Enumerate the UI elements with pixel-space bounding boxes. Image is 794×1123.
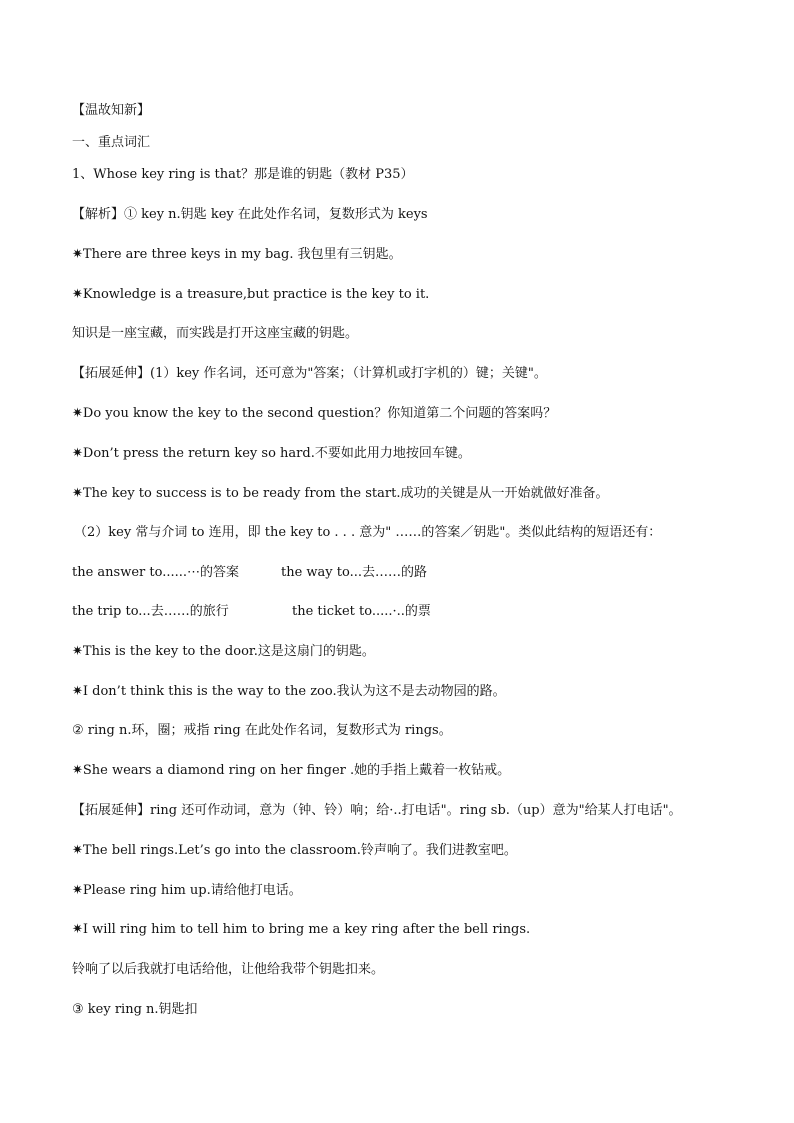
phrase-row: [72, 564, 762, 582]
phrase-item: the trip to...去……的旅行: [72, 604, 229, 619]
example-sentence: ✷Please ring him up.请给他打电话。: [72, 883, 302, 898]
example-sentence: ✷I don’t think this is the way to the zoo.我认为这不是去动物园的路。: [72, 684, 506, 699]
example-sentence: ✷This is the key to the door.这是这扇门的钥匙。: [72, 644, 375, 659]
analysis-key-definition: 【解析】① key n.钥匙 key 在此处作名词，复数形式为 keys: [72, 207, 428, 222]
extension-key-to-phrase: （2）key 常与介词 to 连用，即 the key to . . . 意为" ……的答案／钥匙"。类似此结构的短语还有：: [74, 525, 662, 540]
example-sentence: ✷Knowledge is a treasure,but practice is the key to it.: [72, 287, 430, 302]
example-sentence: ✷Don’t press the return key so hard.不要如此用力地按回车键。: [72, 446, 471, 461]
section-heading: 【温故知新】: [72, 103, 151, 118]
vocabulary-section-title: 一、重点词汇: [72, 135, 151, 150]
phrase-item: the way to...去……的路: [281, 565, 427, 580]
extension-key-meanings: 【拓展延伸】(1）key 作名词，还可意为"答案；（计算机或打字机的）键；关键"。: [72, 366, 547, 381]
ring-definition: ② ring n.环，圈；戒指 ring 在此处作名词，复数形式为 rings。: [72, 723, 452, 738]
example-translation: 知识是一座宝藏，而实践是打开这座宝藏的钥匙。: [72, 326, 359, 341]
example-sentence: ✷The key to success is to be ready from the start.成功的关键是从一开始就做好准备。: [72, 486, 609, 501]
example-sentence: ✷I will ring him to tell him to bring me a key ring after the bell rings.: [72, 922, 531, 937]
example-translation: 铃响了以后我就打电话给他，让他给我带个钥匙扣来。: [72, 962, 385, 977]
key-ring-definition: ③ key ring n.钥匙扣: [72, 1002, 198, 1017]
example-sentence: ✷There are three keys in my bag. 我包里有三钥匙。: [72, 247, 402, 262]
phrase-item: the answer to......⋯的答案: [72, 565, 240, 580]
vocabulary-item-title: 1、Whose key ring is that？那是谁的钥匙（教材 P35）: [72, 167, 414, 182]
phrase-item: the ticket to.....·..的票: [292, 604, 431, 619]
example-sentence: ✷She wears a diamond ring on her finger .她的手指上戴着一枚钻戒。: [72, 763, 511, 778]
extension-ring-verb: 【拓展延伸】ring 还可作动词，意为（钟、铃）响；给·..打电话"。ring sb.（up）意为"给某人打电话"。: [72, 803, 682, 818]
phrase-row: [72, 603, 762, 621]
example-sentence: ✷The bell rings.Let’s go into the classroom.铃声响了。我们进教室吧。: [72, 843, 517, 858]
example-sentence: ✷Do you know the key to the second question？你知道第二个问题的答案吗？: [72, 406, 557, 421]
